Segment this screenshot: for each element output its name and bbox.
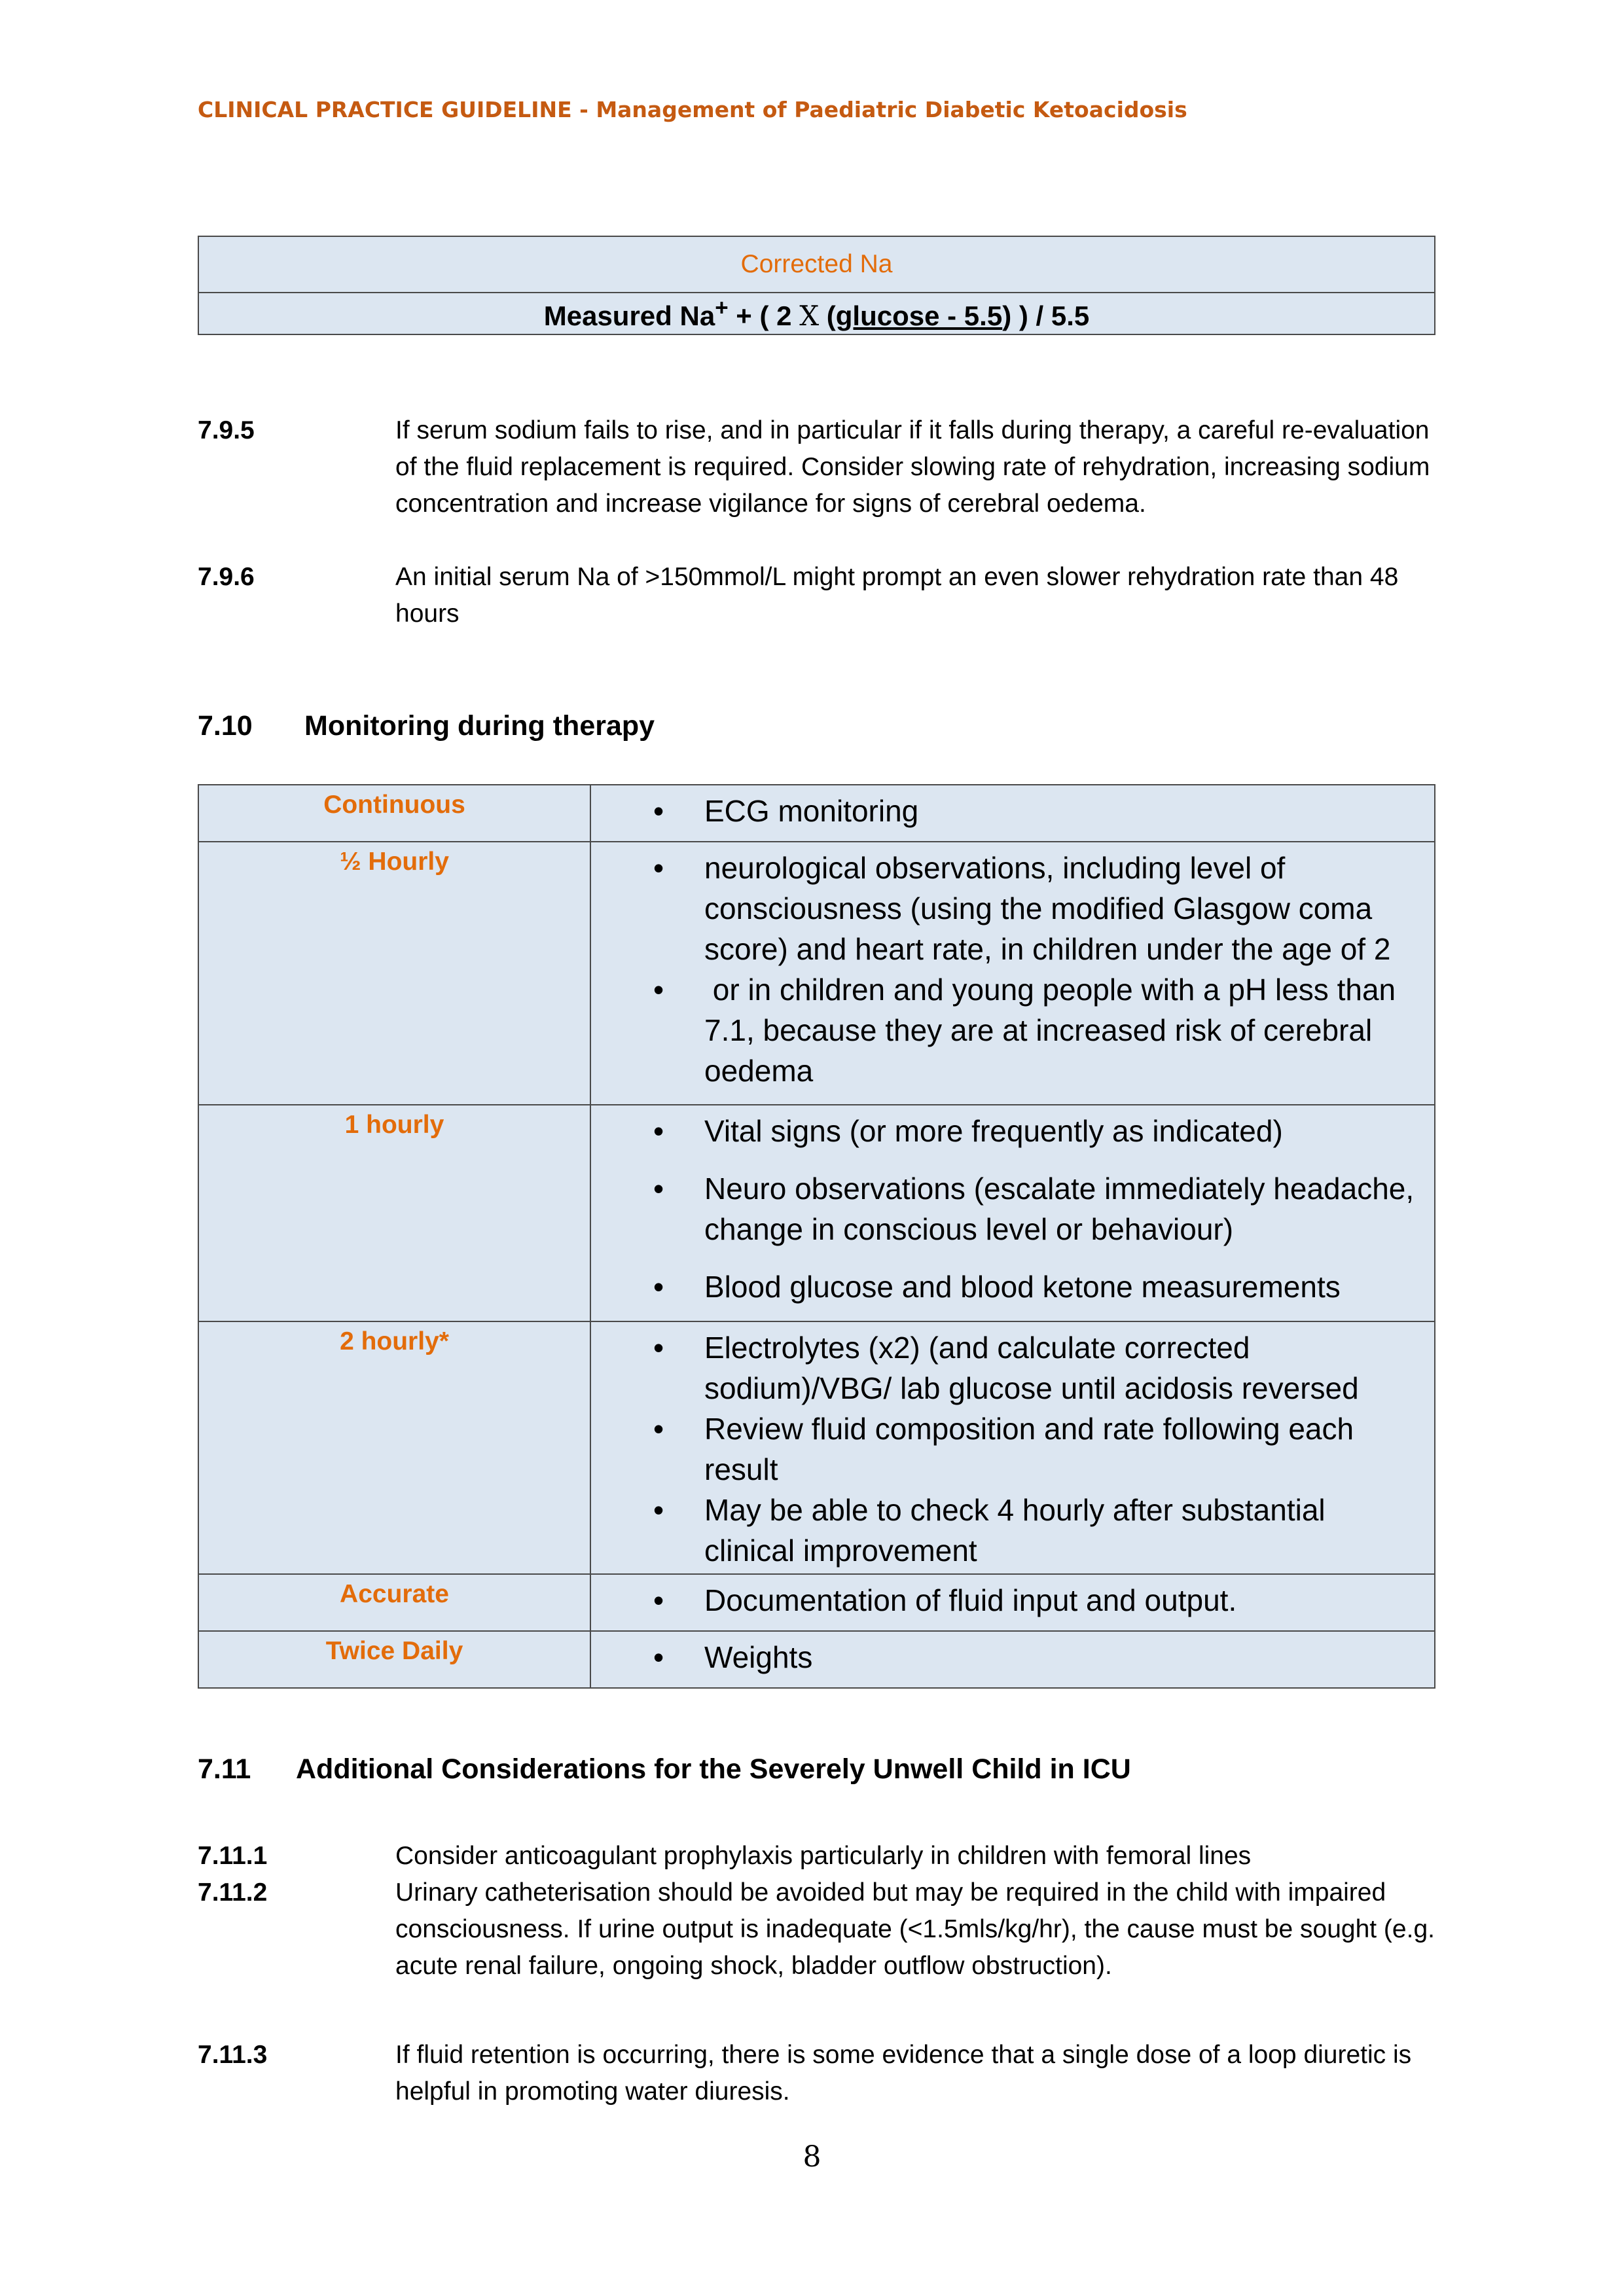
paragraph-text: An initial serum Na of >150mmol/L might prompt an even slower rehydration rate than 48 hours	[395, 563, 1399, 628]
page-number: 8	[803, 2140, 821, 2174]
list-item: • or in children and young people with a pH less than 7.1, because they are at increased risk of cerebral oedema	[591, 969, 1421, 1091]
frequency-label: Continuous	[198, 785, 590, 842]
document-header: CLINICAL PRACTICE GUIDELINE - Management of Paediatric Diabetic Ketoacidosis	[198, 97, 1187, 122]
list-item: • Documentation of fluid input and output.	[591, 1580, 1421, 1621]
corrected-sodium-formula-table	[198, 236, 1435, 335]
formula-part1: Measured Na	[543, 300, 715, 331]
table-row	[198, 842, 1435, 1105]
paragraph-7-11-1	[198, 1838, 1435, 1874]
formula-glucose-term: glucose - 5.5	[835, 300, 1003, 331]
section-number: 7.10	[198, 710, 253, 742]
list-item: • neurological observations, including level of consciousness (using the modified Glasgow coma score) and heart rate, in children under the age of 2	[591, 848, 1421, 969]
list-item: • ECG monitoring	[591, 791, 1421, 831]
list-item: • Blood glucose and blood ketone measurements	[591, 1266, 1421, 1307]
section-heading-7-10	[198, 710, 655, 742]
paragraph-text: If fluid retention is occurring, there is some evidence that a single dose of a loop diuretic is helpful in promoting water diuresis.	[395, 2041, 1412, 2106]
list-item: • Vital signs (or more frequently as indicated)	[591, 1111, 1421, 1151]
paragraph-number: 7.11.1	[198, 1842, 268, 1870]
list-item: • Electrolytes (x2) (and calculate corrected sodium)/VBG/ lab glucose until acidosis reversed	[591, 1327, 1421, 1408]
bullet-icon: •	[653, 1493, 664, 1527]
table-row	[198, 1321, 1435, 1574]
bullet-icon: •	[653, 1640, 664, 1674]
paragraph-number: 7.9.5	[198, 416, 255, 444]
bullet-icon: •	[653, 1270, 664, 1304]
paragraph-number: 7.11.2	[198, 1878, 268, 1907]
section-number: 7.11	[198, 1753, 251, 1785]
table-row	[198, 1574, 1435, 1631]
monitoring-list	[591, 848, 1421, 1091]
paragraph-text: If serum sodium fails to rise, and in particular if it falls during therapy, a careful re-evaluation of the fluid replacement is required. Consider slowing rate of rehydration, increasing sodium concentration and increase vigilance for signs of cerebral oedema.	[395, 416, 1430, 518]
section-heading-7-11	[198, 1753, 1131, 1785]
paragraph-text: Urinary catheterisation should be avoided but may be required in the child with impaired consciousness. If urine output is inadequate (<1.5mls/kg/hr), the cause must be sought (e.g. acute renal failure, ongoing shock, bladder outflow obstruction).	[395, 1878, 1435, 1980]
table-row	[198, 785, 1435, 842]
table-row	[198, 1631, 1435, 1688]
bullet-icon: •	[653, 973, 664, 1007]
bullet-icon: •	[653, 794, 664, 828]
frequency-label: Twice Daily	[198, 1631, 590, 1688]
list-item: • Review fluid composition and rate following each result	[591, 1408, 1421, 1490]
frequency-label: 1 hourly	[198, 1105, 590, 1321]
paragraph-7-9-5	[198, 412, 1435, 522]
monitoring-list	[591, 1327, 1421, 1571]
frequency-label: 2 hourly*	[198, 1321, 590, 1574]
formula-title: Corrected Na	[198, 236, 1435, 293]
formula-part2: + ( 2	[728, 300, 800, 331]
paragraph-7-11-2	[198, 1874, 1435, 1984]
paragraph-7-9-6	[198, 559, 1435, 632]
formula-superscript: +	[715, 295, 729, 321]
bullet-icon: •	[653, 1172, 664, 1206]
table-row	[198, 1105, 1435, 1321]
bullet-icon: •	[653, 851, 664, 885]
section-title: Monitoring during therapy	[304, 710, 655, 742]
formula-times-sign: X	[799, 300, 820, 332]
monitoring-table	[198, 784, 1435, 1689]
paragraph-number: 7.11.3	[198, 2041, 268, 2069]
paragraph-number: 7.9.6	[198, 563, 255, 591]
bullet-icon: •	[653, 1331, 664, 1365]
section-title: Additional Considerations for the Severely Unwell Child in ICU	[296, 1753, 1131, 1785]
monitoring-list	[591, 791, 1421, 831]
monitoring-list	[591, 1637, 1421, 1677]
formula-part3: (	[819, 300, 836, 331]
list-item: • May be able to check 4 hourly after substantial clinical improvement	[591, 1490, 1421, 1571]
bullet-icon: •	[653, 1412, 664, 1446]
paragraph-7-11-3	[198, 2037, 1435, 2110]
list-item: • Neuro observations (escalate immediately headache, change in conscious level or behaviour)	[591, 1168, 1421, 1249]
formula-expression	[198, 293, 1435, 334]
frequency-label: Accurate	[198, 1574, 590, 1631]
monitoring-list	[591, 1111, 1421, 1307]
bullet-icon: •	[653, 1583, 664, 1617]
monitoring-list	[591, 1580, 1421, 1621]
frequency-label: ½ Hourly	[198, 842, 590, 1105]
bullet-icon: •	[653, 1114, 664, 1148]
list-item: • Weights	[591, 1637, 1421, 1677]
formula-part4: ) ) / 5.5	[1002, 300, 1090, 331]
paragraph-text: Consider anticoagulant prophylaxis particularly in children with femoral lines	[395, 1842, 1252, 1870]
